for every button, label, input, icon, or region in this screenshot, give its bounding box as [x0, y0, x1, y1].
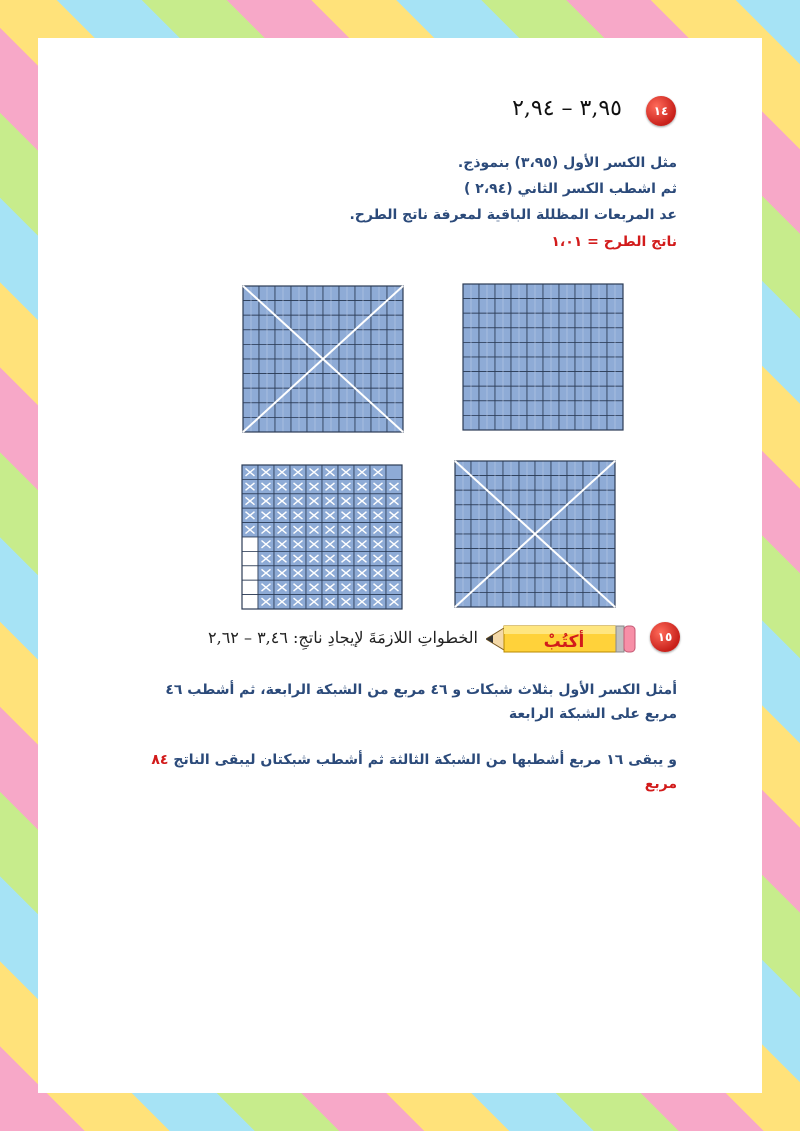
problem-15-prompt: الخطواتِ اللازمَةَ لإيجادِ ناتجِ: ٣,٤٦ – ٢,٦٢	[208, 628, 478, 647]
problem-15-badge	[650, 622, 680, 652]
hundred-grid-crossed-1	[242, 285, 404, 433]
grid-cell	[242, 580, 258, 594]
instruction-line-3: عد المربعات المظللة الباقية لمعرفة ناتج الطرح.	[349, 207, 677, 223]
pencil-word: أكتُبْ	[543, 632, 585, 652]
instruction-line-1: مثل الكسر الأول (٣،٩٥) بنموذج.	[457, 155, 677, 171]
paragraph-2-highlight: ٨٤ مربع	[151, 752, 677, 792]
hundred-grid-partial-crossed	[241, 464, 403, 610]
paragraph-2-main: و يبقى ١٦ مربع أشطبها من الشبكة الثالثة ثم أشطب شبكتان ليبقى الناتج	[173, 752, 677, 768]
problem-14-number: ١٤	[653, 104, 669, 118]
problem-15-paragraph-2	[133, 748, 677, 796]
hundred-grid-shaded	[462, 283, 624, 431]
pencil-icon	[486, 620, 636, 658]
grid-cell	[242, 595, 258, 609]
grid-cell	[242, 566, 258, 580]
problem-15-paragraph-1: أمثل الكسر الأول بثلاث شبكات و ٤٦ مربع من الشبكة الرابعة، ثم أشطب ٤٦ مربع على الشبكة الرابعة	[165, 682, 677, 722]
instruction-line-2: ثم اشطب الكسر الثاني (٢،٩٤ )	[464, 181, 677, 197]
worksheet-page	[38, 38, 762, 1093]
grid-cell	[242, 537, 258, 551]
problem-14-instructions	[349, 150, 677, 228]
problem-14-result: ناتج الطرح = ١،٠١	[551, 234, 677, 250]
problem-15-number: ١٥	[657, 630, 673, 644]
problem-14-badge	[646, 96, 676, 126]
grid-cell	[386, 465, 402, 479]
grid-cell	[242, 551, 258, 565]
hundred-grid-crossed-2	[454, 460, 616, 608]
problem-14-expression: ٣,٩٥ – ٢,٩٤	[512, 96, 622, 121]
